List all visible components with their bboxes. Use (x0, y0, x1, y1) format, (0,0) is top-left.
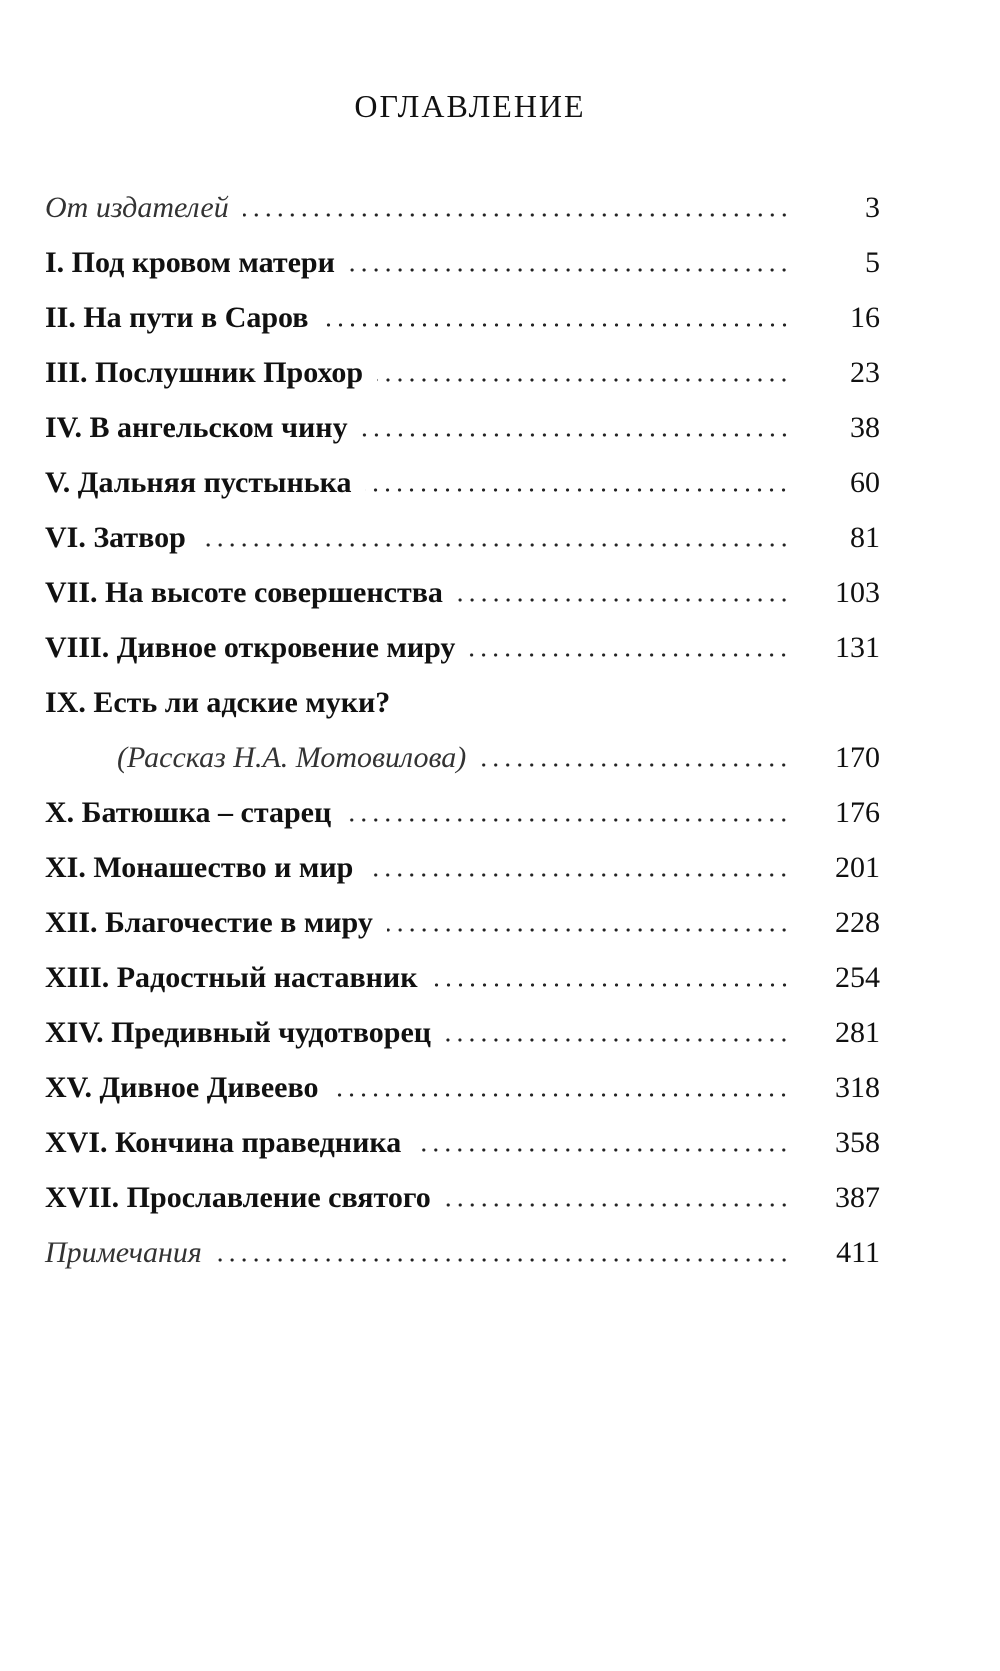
toc-entry-chapter-1[interactable] (45, 235, 880, 290)
toc-entry-chapter-17[interactable] (45, 1170, 880, 1225)
toc-entry-page: 23 (850, 355, 880, 389)
toc-entry-label: X. Батюшка – старец (45, 795, 332, 829)
toc-entry-chapter-9[interactable] (45, 675, 880, 730)
toc-entry-page: 38 (850, 410, 880, 444)
toc-entry-label: V. Дальняя пустынька (45, 465, 352, 499)
toc-entry-chapter-5[interactable] (45, 455, 880, 510)
toc-entry-page: 3 (865, 190, 880, 224)
toc-entry-page: 318 (835, 1070, 880, 1104)
toc-entry-chapter-13[interactable] (45, 950, 880, 1005)
toc-entry-label: XII. Благочестие в миру (45, 905, 373, 939)
dot-leader (367, 871, 790, 879)
toc-entry-page: 170 (835, 740, 880, 774)
toc-entry-page: 103 (835, 575, 880, 609)
toc-entry-page: 81 (850, 520, 880, 554)
dot-leader (469, 651, 790, 659)
toc-entry-page: 16 (850, 300, 880, 334)
toc-entry-chapter-15[interactable] (45, 1060, 880, 1115)
toc-entry-chapter-16[interactable] (45, 1115, 880, 1170)
dot-leader (415, 1146, 790, 1154)
dot-leader (362, 431, 790, 439)
toc-entry-label: От издателей (45, 190, 229, 224)
dot-leader (243, 211, 790, 219)
dot-leader (445, 1036, 790, 1044)
toc-entry-chapter-3[interactable] (45, 345, 880, 400)
toc-entry-label: I. Под кровом матери (45, 245, 335, 279)
toc-entry-page: 201 (835, 850, 880, 884)
dot-leader (480, 761, 790, 769)
dot-leader (349, 266, 790, 274)
toc-entry-chapter-12[interactable] (45, 895, 880, 950)
toc-entry-label: IV. В ангельском чину (45, 410, 348, 444)
toc-entry-label: VI. Затвор (45, 520, 186, 554)
toc-entry-page: 176 (835, 795, 880, 829)
toc-entry-label: VIII. Дивное откровение миру (45, 630, 456, 664)
toc-entry-chapter-4[interactable] (45, 400, 880, 455)
toc-entry-page: 60 (850, 465, 880, 499)
toc-entry-label: XIII. Радостный наставник (45, 960, 418, 994)
dot-leader (387, 926, 790, 934)
toc-entry-label: XV. Дивное Дивеево (45, 1070, 319, 1104)
toc-entry-page: 5 (865, 245, 880, 279)
dot-leader (432, 981, 791, 989)
toc-entry-page: 131 (835, 630, 880, 664)
toc-entry-chapter-11[interactable] (45, 840, 880, 895)
toc-entry-label: (Рассказ Н.А. Мотовилова) (117, 740, 467, 774)
dot-leader (323, 321, 791, 329)
toc-entry-label: III. Послушник Прохор (45, 355, 364, 389)
toc-entry-label: XVII. Прославление святого (45, 1180, 431, 1214)
dot-leader (457, 596, 790, 604)
dot-leader (216, 1256, 790, 1264)
toc-entry-chapter-7[interactable] (45, 565, 880, 620)
toc-entry-page: 358 (835, 1125, 880, 1159)
dot-leader (332, 1091, 790, 1099)
toc-entry-page: 411 (836, 1235, 880, 1269)
toc-entry-chapter-14[interactable] (45, 1005, 880, 1060)
toc-entry-label: XIV. Предивный чудотворец (45, 1015, 432, 1049)
toc-entry-label: VII. На высоте совершенства (45, 575, 443, 609)
toc-entry-page: 228 (835, 905, 880, 939)
table-of-contents (45, 180, 880, 1280)
dot-leader (365, 486, 790, 494)
toc-entry-chapter-9-subtitle[interactable] (45, 730, 880, 785)
toc-entry-label: IX. Есть ли адские муки? (45, 685, 391, 719)
toc-entry-label: XI. Монашество и мир (45, 850, 354, 884)
dot-leader (445, 1201, 790, 1209)
toc-entry-chapter-2[interactable] (45, 290, 880, 345)
toc-entry-chapter-8[interactable] (45, 620, 880, 675)
page-title: ОГЛАВЛЕНИЕ (354, 88, 586, 124)
toc-entry-label: XVI. Кончина праведника (45, 1125, 402, 1159)
toc-entry-chapter-10[interactable] (45, 785, 880, 840)
toc-entry-label: II. На пути в Саров (45, 300, 309, 334)
toc-entry-page: 254 (835, 960, 880, 994)
dot-leader (200, 541, 790, 549)
toc-entry-notes[interactable] (45, 1225, 880, 1280)
toc-entry-page: 281 (835, 1015, 880, 1049)
dot-leader (345, 816, 790, 824)
toc-entry-publishers[interactable] (45, 180, 880, 235)
toc-entry-label: Примечания (45, 1235, 202, 1269)
toc-entry-page: 387 (835, 1180, 880, 1214)
toc-entry-chapter-6[interactable] (45, 510, 880, 565)
dot-leader (377, 376, 790, 384)
